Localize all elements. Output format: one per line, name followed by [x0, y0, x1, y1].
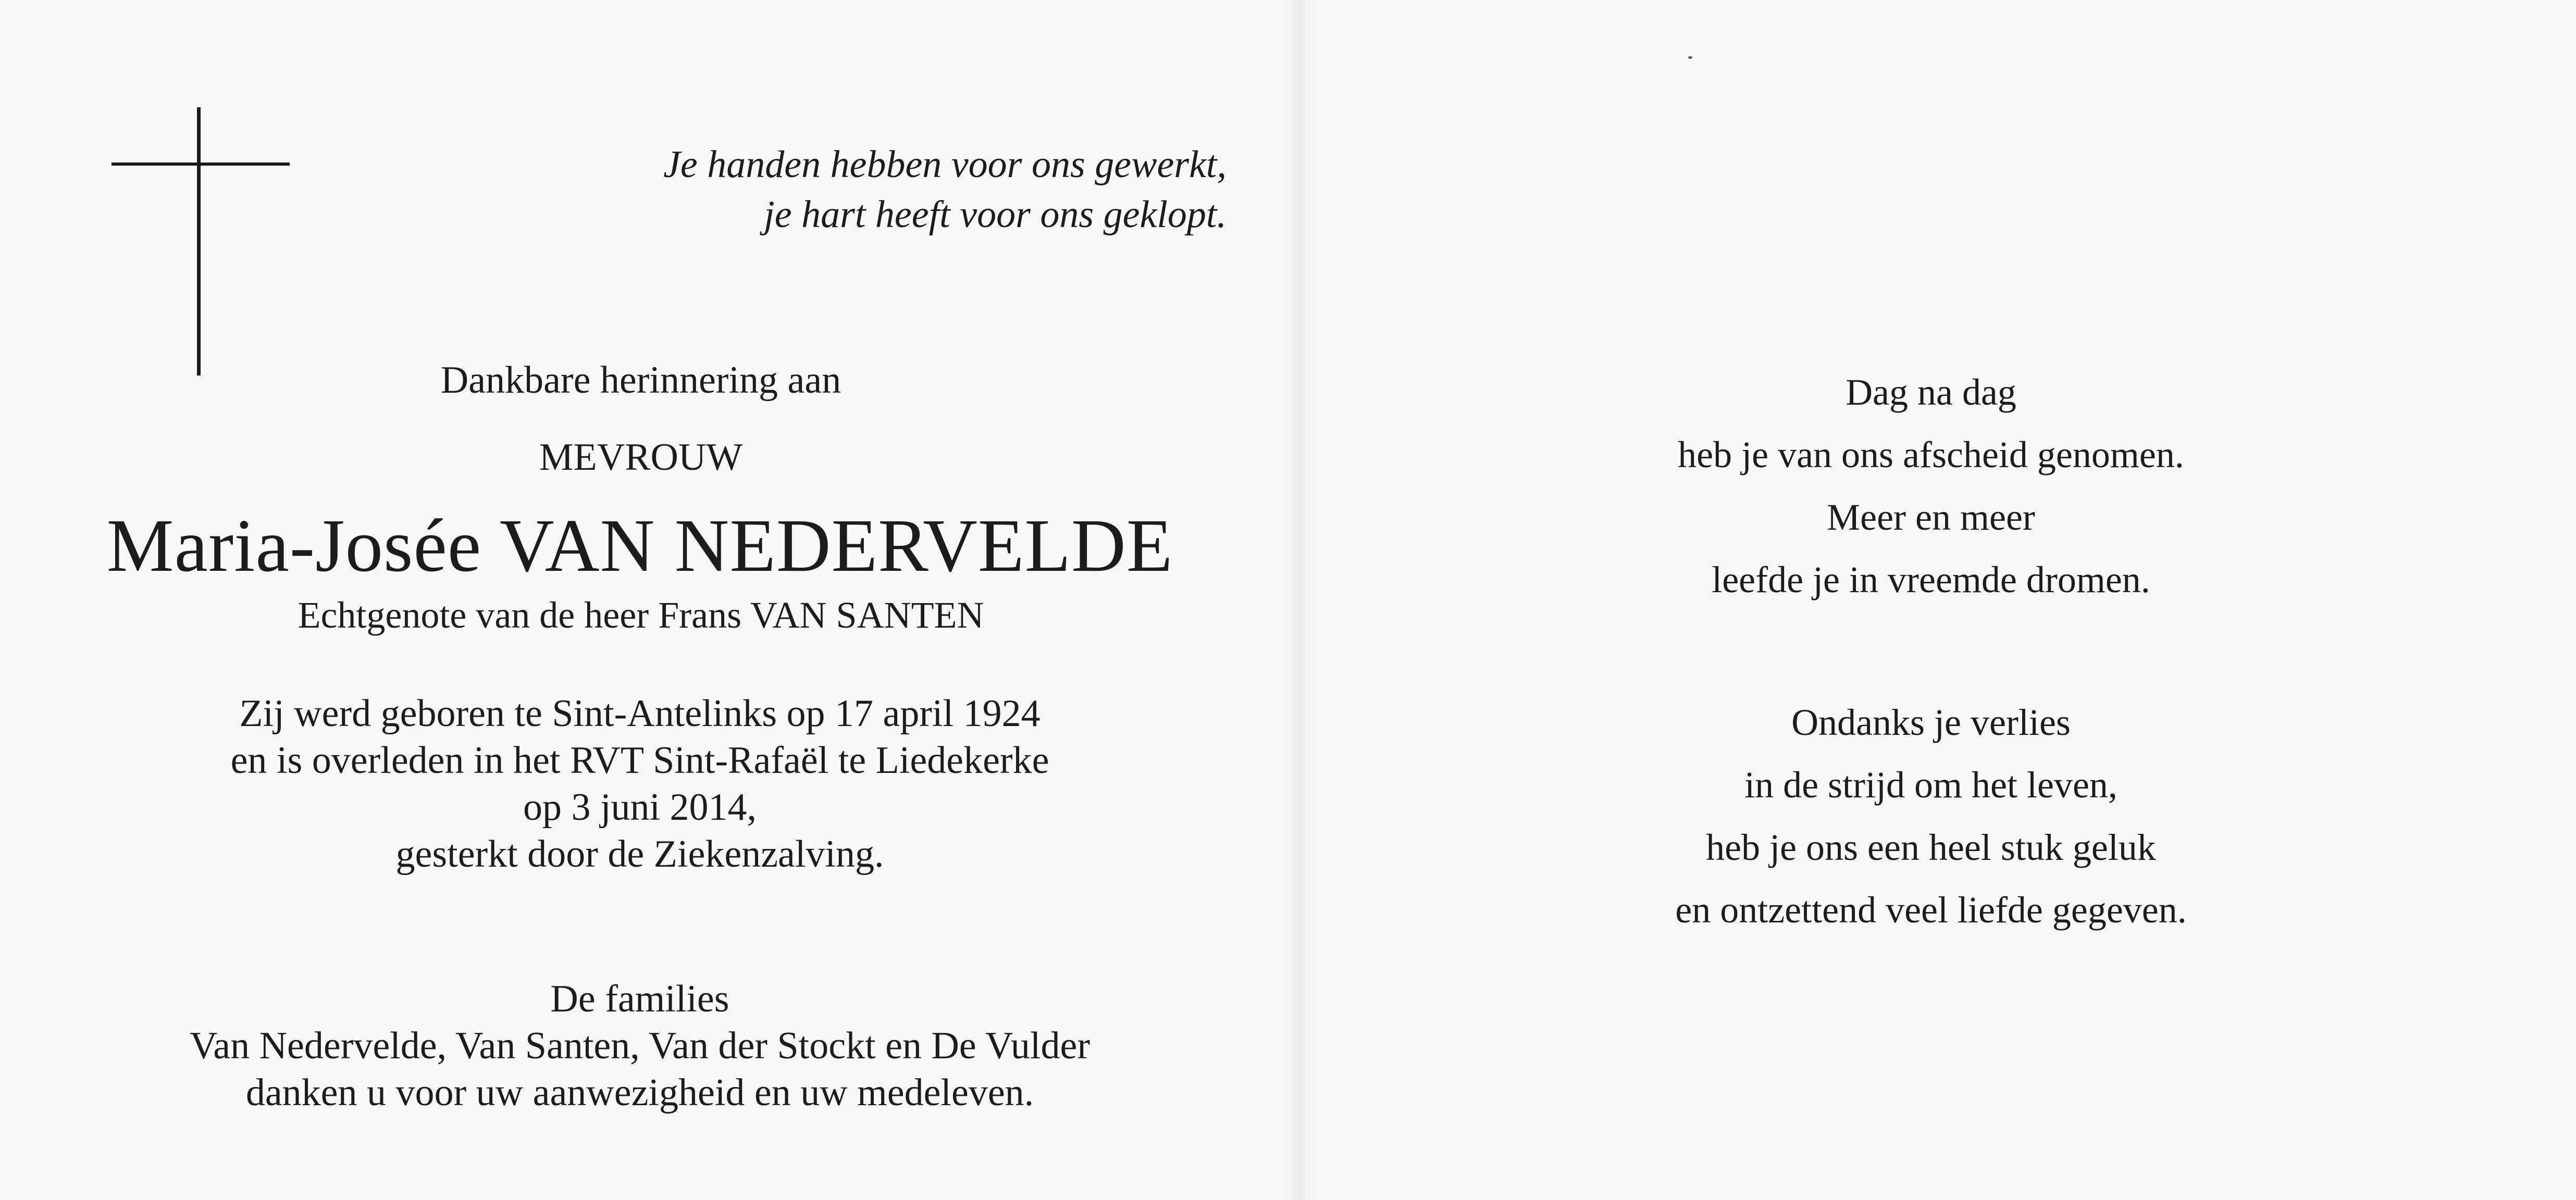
paper-speck [1688, 56, 1692, 59]
cross-icon-vertical [197, 107, 201, 376]
poem-line: Meer en meer [1827, 496, 2035, 538]
poem-line: in de strijd om het leven, [1744, 764, 2117, 806]
life-line: en is overleden in het RVT Sint-Rafaël te Liedekerke [230, 739, 1049, 782]
poem-line: Ondanks je verlies [1791, 702, 2071, 743]
families-line: De families [550, 978, 729, 1020]
life-line: op 3 juni 2014, [523, 786, 757, 829]
poem-line: heb je ons een heel stuk geluk [1706, 827, 2156, 868]
poem-line: heb je van ons afscheid genomen. [1678, 434, 2184, 476]
families-line: danken u voor uw aanwezigheid en uw medeleven. [245, 1071, 1034, 1114]
card-fold [1281, 0, 1317, 1200]
poem-line: Dag na dag [1846, 371, 2016, 413]
families-line: Van Nedervelde, Van Santen, Van der Stockt en De Vulder [190, 1024, 1090, 1067]
poem-line: leefde je in vreemde dromen. [1712, 559, 2150, 601]
deceased-name: Maria-Josée VAN NEDERVELDE [106, 504, 1173, 588]
poem-line: en ontzettend veel liefde gegeven. [1675, 889, 2187, 931]
motto [663, 140, 1227, 240]
salutation: MEVROUW [539, 436, 743, 479]
spouse-line: Echtgenote van de heer Frans VAN SANTEN [298, 594, 984, 636]
life-line: Zij werd geboren te Sint-Antelinks op 17 april 1924 [239, 692, 1041, 735]
life-line: gesterkt door de Ziekenzalving. [395, 833, 884, 876]
intro-text: Dankbare herinnering aan [440, 359, 841, 402]
cross-icon-horizontal [112, 162, 290, 166]
motto-line: je hart heeft voor ons geklopt. [764, 193, 1227, 236]
motto-line: Je handen hebben voor ons gewerkt, [663, 143, 1227, 186]
